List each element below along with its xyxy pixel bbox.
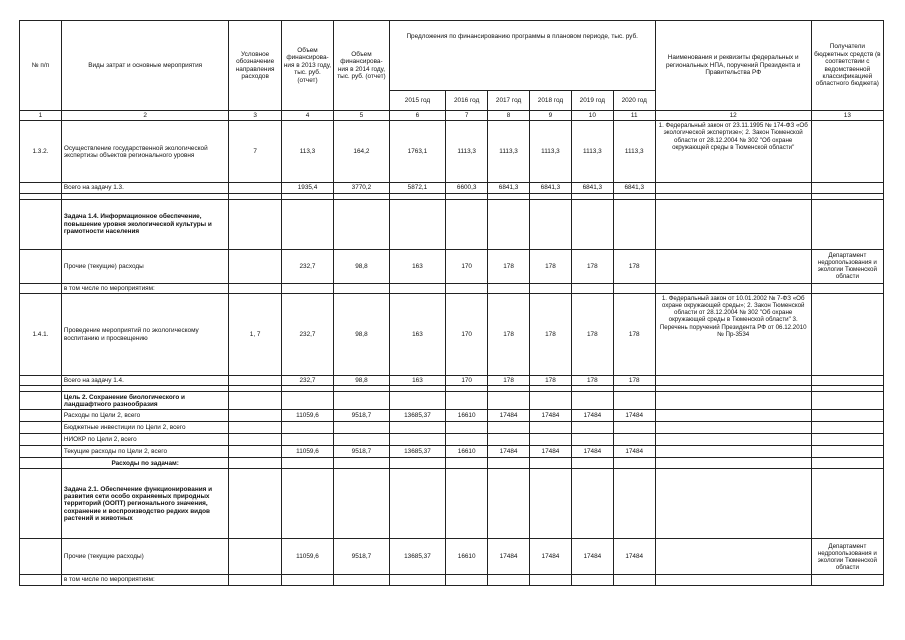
empty-cell [446, 434, 488, 446]
row-y2020: 17484 [613, 539, 655, 575]
row-v2013: 11059,6 [281, 446, 333, 458]
row-y2017: 1113,3 [488, 121, 530, 183]
empty-cell [811, 410, 883, 422]
empty-cell [281, 434, 333, 446]
row-y2019: 17484 [571, 410, 613, 422]
column-number: 4 [281, 111, 333, 121]
row-code: 1, 7 [229, 294, 281, 376]
row-y2018: 17484 [530, 410, 572, 422]
row-name: НИОКР по Цели 2, всего [61, 434, 229, 446]
column-number: 13 [811, 111, 883, 121]
row-y2015: 13685,37 [389, 446, 446, 458]
empty-cell [613, 434, 655, 446]
empty-cell [655, 469, 811, 539]
row-y2016: 16610 [446, 410, 488, 422]
row-v2013: 113,3 [281, 121, 333, 183]
table-header-row [20, 21, 884, 91]
empty-cell [571, 199, 613, 249]
empty-cell [281, 422, 333, 434]
row-y2019: 17484 [571, 446, 613, 458]
empty-cell [446, 575, 488, 585]
empty-cell [446, 199, 488, 249]
empty-cell [655, 422, 811, 434]
empty-cell [20, 283, 62, 293]
row-v2013: 11059,6 [281, 410, 333, 422]
empty-cell [655, 539, 811, 575]
column-number: 11 [613, 111, 655, 121]
empty-cell [20, 376, 62, 386]
empty-cell [811, 294, 883, 376]
empty-cell [571, 283, 613, 293]
column-number: 8 [488, 111, 530, 121]
row-y2020: 17484 [613, 410, 655, 422]
row-y2015: 163 [389, 294, 446, 376]
header-year: 2018 год [530, 91, 572, 111]
row-name: Прочие (текущие расходы) [61, 539, 229, 575]
empty-cell [389, 199, 446, 249]
empty-cell [20, 575, 62, 585]
program-financing-table [19, 20, 884, 586]
empty-cell [281, 199, 333, 249]
empty-cell [655, 410, 811, 422]
row-v2013: 232,7 [281, 249, 333, 283]
table-row [20, 575, 884, 585]
row-y2020: 17484 [613, 446, 655, 458]
table-row [20, 539, 884, 575]
header-recipients: Получатели бюджетных средств (в соответствии с ведомственной классификацией областного бюджета) [811, 21, 883, 111]
empty-cell [229, 446, 281, 458]
empty-cell [229, 410, 281, 422]
empty-cell [229, 199, 281, 249]
row-name: в том числе по мероприятиям: [61, 575, 229, 585]
row-y2016: 6600,3 [446, 183, 488, 193]
row-name: Всего на задачу 1.3. [61, 183, 229, 193]
row-y2015: 13685,37 [389, 410, 446, 422]
empty-cell [20, 410, 62, 422]
header-volume-2014: Объем финансирова-ния в 2014 году, тыс. руб. (отчет) [334, 21, 390, 111]
column-number: 9 [530, 111, 572, 121]
empty-cell [530, 422, 572, 434]
empty-cell [811, 434, 883, 446]
row-y2015: 163 [389, 249, 446, 283]
empty-cell [571, 392, 613, 410]
header-year: 2017 год [488, 91, 530, 111]
row-code: 7 [229, 121, 281, 183]
row-v2014: 98,8 [334, 294, 390, 376]
empty-cell [613, 575, 655, 585]
table-row [20, 422, 884, 434]
header-types: Виды затрат и основные мероприятия [61, 21, 229, 111]
empty-cell [229, 434, 281, 446]
empty-cell [530, 434, 572, 446]
row-y2018: 1113,3 [530, 121, 572, 183]
empty-cell [281, 458, 333, 469]
table-row [20, 249, 884, 283]
row-v2014: 9518,7 [334, 446, 390, 458]
row-y2016: 170 [446, 376, 488, 386]
row-v2013: 232,7 [281, 376, 333, 386]
empty-cell [334, 422, 390, 434]
empty-cell [571, 422, 613, 434]
empty-cell [655, 249, 811, 283]
column-number: 7 [446, 111, 488, 121]
empty-cell [488, 422, 530, 434]
table-row-task [20, 199, 884, 249]
task-title: Задача 2.1. Обеспечение функционирования и развития сети особо охраняемых природных территорий (ООПТ) регионального значения, сохранение и воспроизводство редких видов растений и животных [61, 469, 229, 539]
empty-cell [655, 434, 811, 446]
empty-cell [334, 575, 390, 585]
row-y2015: 163 [389, 376, 446, 386]
empty-cell [530, 392, 572, 410]
table-row [20, 434, 884, 446]
row-y2017: 17484 [488, 410, 530, 422]
row-recipient: Департамент недропользования и экологии Тюменской области [811, 249, 883, 283]
row-y2020: 1113,3 [613, 121, 655, 183]
empty-cell [20, 392, 62, 410]
header-num: № п/п [20, 21, 62, 111]
column-number: 10 [571, 111, 613, 121]
empty-cell [655, 376, 811, 386]
row-v2013: 1935,4 [281, 183, 333, 193]
row-y2020: 6841,3 [613, 183, 655, 193]
empty-cell [20, 183, 62, 193]
row-num: 1.3.2. [20, 121, 62, 183]
table-row-total [20, 183, 884, 193]
row-y2018: 17484 [530, 539, 572, 575]
empty-cell [488, 458, 530, 469]
empty-cell [446, 458, 488, 469]
empty-cell [613, 283, 655, 293]
empty-cell [20, 469, 62, 539]
row-y2015: 1763,1 [389, 121, 446, 183]
empty-cell [571, 434, 613, 446]
table-row-total [20, 376, 884, 386]
empty-cell [655, 283, 811, 293]
column-numbers-row [20, 111, 884, 121]
empty-cell [655, 458, 811, 469]
row-npa: 1. Федеральный закон от 10.01.2002 № 7-ФЗ «Об охране окружающей среды»; 2. Закон Тюменской области от 28.12.2004 № 302 "Об охране окружающей среды в Тюменской области" 3. Перечень поручений Президента РФ от 06.12.2010 № Пр-3534 [655, 294, 811, 376]
empty-cell [389, 469, 446, 539]
empty-cell [334, 199, 390, 249]
empty-cell [530, 575, 572, 585]
empty-cell [811, 446, 883, 458]
empty-cell [229, 469, 281, 539]
row-v2013: 232,7 [281, 294, 333, 376]
empty-cell [281, 575, 333, 585]
empty-cell [334, 458, 390, 469]
empty-cell [655, 392, 811, 410]
empty-cell [613, 422, 655, 434]
empty-cell [655, 446, 811, 458]
empty-cell [571, 469, 613, 539]
row-y2018: 178 [530, 376, 572, 386]
row-npa: 1. Федеральный закон от 23.11.1995 № 174-ФЗ «Об экологической экспертизе»; 2. Закон Тюменской области от 28.12.2004 № 302 "Об охране окружающей среды в Тюменской области" [655, 121, 811, 183]
empty-cell [389, 392, 446, 410]
empty-cell [530, 199, 572, 249]
empty-cell [488, 434, 530, 446]
empty-cell [571, 458, 613, 469]
empty-cell [229, 283, 281, 293]
header-volume-2013: Объем финансирова-ния в 2013 году, тыс. руб. (отчет) [281, 21, 333, 111]
empty-cell [613, 458, 655, 469]
row-name: Прочие (текущие) расходы [61, 249, 229, 283]
row-v2014: 98,8 [334, 249, 390, 283]
row-y2015: 5872,1 [389, 183, 446, 193]
row-y2017: 178 [488, 249, 530, 283]
header-proposals: Предложения по финансированию программы в плановом периоде, тыс. руб. [389, 21, 655, 91]
empty-cell [613, 199, 655, 249]
row-v2014: 9518,7 [334, 410, 390, 422]
empty-cell [446, 283, 488, 293]
row-name: в том числе по мероприятиям: [61, 283, 229, 293]
empty-cell [229, 183, 281, 193]
row-name: Расходы по Цели 2, всего [61, 410, 229, 422]
column-number: 12 [655, 111, 811, 121]
header-year: 2016 год [446, 91, 488, 111]
row-v2014: 3770,2 [334, 183, 390, 193]
table-row [20, 294, 884, 376]
row-name: Проведение мероприятий по экологическому воспитанию и просвещению [61, 294, 229, 376]
empty-cell [20, 434, 62, 446]
row-v2014: 164,2 [334, 121, 390, 183]
empty-cell [281, 392, 333, 410]
empty-cell [229, 575, 281, 585]
empty-cell [389, 575, 446, 585]
row-y2016: 16610 [446, 539, 488, 575]
empty-cell [446, 469, 488, 539]
empty-cell [20, 446, 62, 458]
empty-cell [389, 422, 446, 434]
row-v2014: 98,8 [334, 376, 390, 386]
empty-cell [229, 376, 281, 386]
header-year: 2020 год [613, 91, 655, 111]
empty-cell [229, 539, 281, 575]
column-number: 6 [389, 111, 446, 121]
row-y2017: 17484 [488, 446, 530, 458]
header-condition: Условное обозначение направления расходов [229, 21, 281, 111]
column-number: 2 [61, 111, 229, 121]
empty-cell [229, 422, 281, 434]
empty-cell [446, 422, 488, 434]
empty-cell [811, 199, 883, 249]
empty-cell [811, 183, 883, 193]
empty-cell [530, 458, 572, 469]
row-y2018: 178 [530, 294, 572, 376]
empty-cell [229, 458, 281, 469]
column-number: 3 [229, 111, 281, 121]
row-y2018: 178 [530, 249, 572, 283]
empty-cell [613, 469, 655, 539]
task-title: Задача 1.4. Информационное обеспечение, повышение уровня экологической культуры и грамотности населения [61, 199, 229, 249]
empty-cell [811, 469, 883, 539]
row-y2019: 178 [571, 249, 613, 283]
empty-cell [811, 392, 883, 410]
row-y2019: 178 [571, 294, 613, 376]
table-row [20, 283, 884, 293]
row-y2016: 170 [446, 294, 488, 376]
empty-cell [488, 469, 530, 539]
column-number: 1 [20, 111, 62, 121]
row-y2020: 178 [613, 294, 655, 376]
empty-cell [530, 469, 572, 539]
row-y2018: 17484 [530, 446, 572, 458]
row-y2016: 16610 [446, 446, 488, 458]
empty-cell [655, 199, 811, 249]
row-y2019: 17484 [571, 539, 613, 575]
empty-cell [389, 283, 446, 293]
row-y2018: 6841,3 [530, 183, 572, 193]
empty-cell [488, 392, 530, 410]
row-y2020: 178 [613, 376, 655, 386]
empty-cell [389, 458, 446, 469]
header-year: 2019 год [571, 91, 613, 111]
empty-cell [530, 283, 572, 293]
empty-cell [811, 283, 883, 293]
empty-cell [20, 422, 62, 434]
empty-cell [20, 249, 62, 283]
row-y2019: 1113,3 [571, 121, 613, 183]
empty-cell [655, 183, 811, 193]
table-row [20, 410, 884, 422]
row-name: Текущие расходы по Цели 2, всего [61, 446, 229, 458]
empty-cell [20, 539, 62, 575]
row-name: Всего на задачу 1.4. [61, 376, 229, 386]
empty-cell [334, 434, 390, 446]
row-name: Осуществление государственной экологической экспертизы объектов регионального уровня [61, 121, 229, 183]
row-y2016: 1113,3 [446, 121, 488, 183]
empty-cell [281, 469, 333, 539]
empty-cell [811, 422, 883, 434]
empty-cell [488, 575, 530, 585]
row-y2017: 178 [488, 294, 530, 376]
row-y2016: 170 [446, 249, 488, 283]
empty-cell [488, 199, 530, 249]
table-row-task [20, 469, 884, 539]
empty-cell [281, 283, 333, 293]
row-num: 1.4.1. [20, 294, 62, 376]
empty-cell [655, 575, 811, 585]
empty-cell [334, 392, 390, 410]
row-recipient: Департамент недропользования и экологии Тюменской области [811, 539, 883, 575]
empty-cell [571, 575, 613, 585]
empty-cell [811, 376, 883, 386]
row-y2017: 17484 [488, 539, 530, 575]
empty-cell [229, 249, 281, 283]
empty-cell [613, 392, 655, 410]
row-y2017: 178 [488, 376, 530, 386]
empty-cell [20, 199, 62, 249]
table-row-goal [20, 392, 884, 410]
empty-cell [334, 469, 390, 539]
tasks-header: Расходы по задачам: [61, 458, 229, 469]
row-y2019: 6841,3 [571, 183, 613, 193]
empty-cell [389, 434, 446, 446]
table-row [20, 121, 884, 183]
row-y2020: 178 [613, 249, 655, 283]
row-y2015: 13685,37 [389, 539, 446, 575]
table-row [20, 446, 884, 458]
header-year: 2015 год [389, 91, 446, 111]
row-v2013: 11059,6 [281, 539, 333, 575]
table-row [20, 458, 884, 469]
empty-cell [488, 283, 530, 293]
row-y2017: 6841,3 [488, 183, 530, 193]
row-v2014: 9518,7 [334, 539, 390, 575]
empty-cell [20, 458, 62, 469]
row-name: Бюджетные инвестиции по Цели 2, всего [61, 422, 229, 434]
goal-title: Цель 2. Сохранение биологического и ландшафтного разнообразия [61, 392, 229, 410]
header-npa: Наименования и реквизиты федеральных и региональных НПА, поручений Президента и Правительства РФ [655, 21, 811, 111]
empty-cell [811, 575, 883, 585]
row-y2019: 178 [571, 376, 613, 386]
empty-cell [229, 392, 281, 410]
row-recipient [811, 121, 883, 183]
empty-cell [811, 458, 883, 469]
empty-cell [334, 283, 390, 293]
empty-cell [446, 392, 488, 410]
column-number: 5 [334, 111, 390, 121]
